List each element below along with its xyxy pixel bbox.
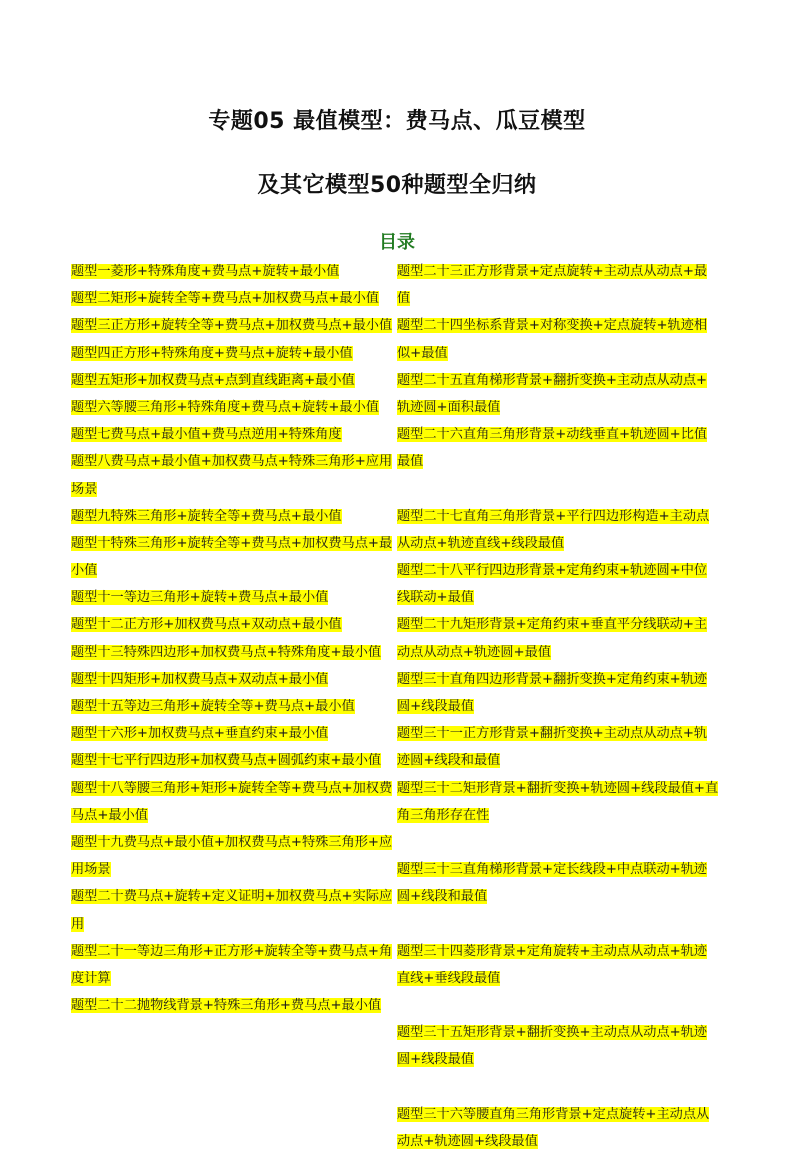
toc-line bbox=[397, 448, 722, 475]
toc-entry-text[interactable]: 题型二十七直角三角形背景+平行四边形构造+主动点 bbox=[397, 508, 710, 524]
toc-entry-text[interactable]: 题型九特殊三角形+旋转全等+费马点+最小值 bbox=[71, 508, 342, 524]
toc-right-column bbox=[397, 258, 722, 1155]
toc-entry-text[interactable]: 题型三十三直角梯形背景+定长线段+中点联动+轨迹 bbox=[397, 862, 708, 878]
toc-entry-text[interactable]: 题型二十九矩形背景+定角约束+垂直平分线联动+主 bbox=[397, 617, 708, 633]
toc-entry-text[interactable]: 直线+垂线段最值 bbox=[397, 970, 501, 986]
toc-entry-text[interactable]: 题型二十费马点+旋转+定义证明+加权费马点+实际应 bbox=[71, 889, 393, 905]
toc-entry-text[interactable]: 题型三正方形+旋转全等+费马点+加权费马点+最小值 bbox=[71, 318, 393, 334]
toc-line bbox=[397, 666, 722, 693]
page-title-line-2: 及其它模型50种题型全归纳 bbox=[257, 173, 537, 198]
toc-entry-text[interactable]: 题型三十直角四边形背景+翻折变换+定角约束+轨迹 bbox=[397, 671, 708, 687]
toc-line bbox=[71, 557, 393, 584]
toc-entry-text[interactable]: 动点从动点+轨迹圆+最值 bbox=[397, 644, 551, 660]
toc-entry-text[interactable]: 题型二十一等边三角形+正方形+旋转全等+费马点+角 bbox=[71, 943, 393, 959]
toc-entry-text[interactable]: 题型二十四坐标系背景+对称变换+定点旋转+轨迹相 bbox=[397, 318, 708, 334]
toc-entry-text[interactable]: 题型五矩形+加权费马点+点到直线距离+最小值 bbox=[71, 372, 355, 388]
toc-entry-text[interactable]: 题型三十六等腰直角三角形背景+定点旋转+主动点从 bbox=[397, 1106, 710, 1122]
toc-entry-text[interactable]: 似+最值 bbox=[397, 345, 448, 361]
toc-entry-text[interactable]: 小值 bbox=[71, 563, 98, 579]
page-title-line-1: 专题05 最值模型：费马点、瓜豆模型 bbox=[208, 109, 586, 134]
toc-line bbox=[71, 666, 393, 693]
toc-entry-text[interactable]: 题型十七平行四边形+加权费马点+圆弧约束+最小值 bbox=[71, 753, 382, 769]
toc-entry-text[interactable]: 轨迹圆+面积最值 bbox=[397, 399, 501, 415]
toc-line bbox=[71, 829, 393, 856]
toc-line bbox=[397, 285, 722, 312]
toc-entry-text[interactable]: 从动点+轨迹直线+线段最值 bbox=[397, 535, 565, 551]
toc-line bbox=[397, 829, 722, 856]
toc-line bbox=[71, 312, 393, 339]
toc-line bbox=[71, 258, 393, 285]
toc-entry-text[interactable]: 题型二十三正方形背景+定点旋转+主动点从动点+最 bbox=[397, 264, 708, 279]
toc-line bbox=[71, 693, 393, 720]
toc-entry-text[interactable]: 题型十三特殊四边形+加权费马点+特殊角度+最小值 bbox=[71, 644, 382, 660]
toc-entry-text[interactable]: 马点+最小值 bbox=[71, 807, 148, 823]
toc-line bbox=[397, 258, 722, 285]
toc-entry-text[interactable]: 题型七费马点+最小值+费马点逆用+特殊角度 bbox=[71, 427, 342, 443]
toc-line bbox=[71, 476, 393, 503]
toc-entry-text[interactable]: 题型二矩形+旋转全等+费马点+加权费马点+最小值 bbox=[71, 291, 379, 307]
toc-line bbox=[71, 285, 393, 312]
toc-line bbox=[71, 639, 393, 666]
toc-left-column bbox=[71, 258, 393, 1019]
toc-line bbox=[71, 584, 393, 611]
toc-entry-text[interactable]: 题型十一等边三角形+旋转+费马点+最小值 bbox=[71, 590, 329, 606]
toc-line bbox=[71, 720, 393, 747]
toc-line bbox=[397, 421, 722, 448]
toc-line bbox=[71, 911, 393, 938]
toc-line bbox=[397, 584, 722, 611]
toc-line bbox=[71, 992, 393, 1019]
toc-entry-text[interactable]: 题型二十八平行四边形背景+定角约束+轨迹圆+中位 bbox=[397, 563, 708, 579]
toc-line bbox=[397, 1046, 722, 1073]
toc-line bbox=[397, 611, 722, 638]
toc-heading: 目录 bbox=[379, 232, 415, 253]
toc-line bbox=[397, 883, 722, 910]
toc-line bbox=[397, 747, 722, 774]
toc-entry-text[interactable]: 线联动+最值 bbox=[397, 590, 474, 606]
toc-entry-text[interactable]: 题型十八等腰三角形+矩形+旋转全等+费马点+加权费 bbox=[71, 780, 393, 796]
toc-entry-text[interactable]: 题型三十一正方形背景+翻折变换+主动点从动点+轨 bbox=[397, 726, 708, 742]
toc-line bbox=[397, 992, 722, 1019]
toc-line bbox=[71, 530, 393, 557]
toc-entry-text[interactable]: 角三角形存在性 bbox=[397, 807, 490, 823]
toc-line bbox=[397, 775, 722, 802]
toc-line bbox=[397, 367, 722, 394]
toc-entry-text[interactable]: 题型十六形+加权费马点+垂直约束+最小值 bbox=[71, 726, 329, 742]
toc-line bbox=[397, 965, 722, 992]
toc-entry-text[interactable]: 最值 bbox=[397, 454, 424, 470]
toc-entry-text[interactable]: 题型一菱形+特殊角度+费马点+旋转+最小值 bbox=[71, 264, 340, 279]
toc-entry-text[interactable]: 用场景 bbox=[71, 862, 111, 878]
toc-entry-text[interactable]: 题型二十五直角梯形背景+翻折变换+主动点从动点+ bbox=[397, 372, 708, 388]
toc-entry-text[interactable]: 值 bbox=[397, 291, 411, 307]
toc-entry-text[interactable]: 题型四正方形+特殊角度+费马点+旋转+最小值 bbox=[71, 345, 353, 361]
toc-line bbox=[397, 938, 722, 965]
toc-entry-text[interactable]: 题型三十五矩形背景+翻折变换+主动点从动点+轨迹 bbox=[397, 1025, 708, 1041]
toc-entry-text[interactable]: 题型十四矩形+加权费马点+双动点+最小值 bbox=[71, 671, 329, 687]
toc-line bbox=[397, 639, 722, 666]
toc-line bbox=[397, 394, 722, 421]
toc-entry-text[interactable]: 题型三十四菱形背景+定角旋转+主动点从动点+轨迹 bbox=[397, 943, 708, 959]
toc-line bbox=[397, 503, 722, 530]
toc-entry-text[interactable]: 圆+线段和最值 bbox=[397, 889, 488, 905]
toc-line bbox=[397, 312, 722, 339]
toc-entry-text[interactable]: 题型六等腰三角形+特殊角度+费马点+旋转+最小值 bbox=[71, 399, 379, 415]
toc-entry-text[interactable]: 题型八费马点+最小值+加权费马点+特殊三角形+应用 bbox=[71, 454, 393, 470]
toc-entry-text[interactable]: 用 bbox=[71, 916, 85, 932]
toc-line bbox=[397, 911, 722, 938]
toc-line bbox=[71, 340, 393, 367]
toc-line bbox=[71, 883, 393, 910]
toc-entry-text[interactable]: 度计算 bbox=[71, 970, 111, 986]
toc-line bbox=[397, 693, 722, 720]
toc-line bbox=[71, 367, 393, 394]
toc-line bbox=[397, 1074, 722, 1101]
toc-line bbox=[71, 856, 393, 883]
toc-line bbox=[397, 856, 722, 883]
toc-line bbox=[397, 557, 722, 584]
toc-line bbox=[397, 720, 722, 747]
toc-entry-text[interactable]: 圆+线段最值 bbox=[397, 699, 474, 714]
toc-line bbox=[397, 476, 722, 503]
toc-entry-text[interactable]: 题型十九费马点+最小值+加权费马点+特殊三角形+应 bbox=[71, 834, 393, 850]
toc-line bbox=[71, 775, 393, 802]
toc-entry-text[interactable]: 题型十二正方形+加权费马点+双动点+最小值 bbox=[71, 617, 342, 633]
toc-entry-text[interactable]: 题型十特殊三角形+旋转全等+费马点+加权费马点+最 bbox=[71, 535, 393, 551]
toc-entry-text[interactable]: 迹圆+线段和最值 bbox=[397, 753, 501, 769]
toc-line bbox=[397, 1101, 722, 1128]
toc-line bbox=[71, 611, 393, 638]
toc-line bbox=[397, 1128, 722, 1155]
toc-line bbox=[397, 340, 722, 367]
toc-line bbox=[71, 448, 393, 475]
toc-line bbox=[71, 965, 393, 992]
toc-line bbox=[71, 503, 393, 530]
toc-line bbox=[71, 747, 393, 774]
toc-line bbox=[397, 1019, 722, 1046]
toc-entry-text[interactable]: 圆+线段最值 bbox=[397, 1052, 474, 1068]
toc-line bbox=[71, 421, 393, 448]
toc-entry-text[interactable]: 题型十五等边三角形+旋转全等+费马点+最小值 bbox=[71, 699, 355, 714]
toc-entry-text[interactable]: 题型二十六直角三角形背景+动线垂直+轨迹圆+比值 bbox=[397, 427, 708, 443]
toc-entry-text[interactable]: 动点+轨迹圆+线段最值 bbox=[397, 1134, 538, 1149]
toc-line bbox=[71, 802, 393, 829]
toc-line bbox=[397, 530, 722, 557]
toc-entry-text[interactable]: 场景 bbox=[71, 481, 98, 497]
toc-line bbox=[71, 394, 393, 421]
toc-line bbox=[397, 802, 722, 829]
toc-line bbox=[71, 938, 393, 965]
toc-entry-text[interactable]: 题型二十二抛物线背景+特殊三角形+费马点+最小值 bbox=[71, 998, 382, 1014]
toc-entry-text[interactable]: 题型三十二矩形背景+翻折变换+轨迹圆+线段最值+直 bbox=[397, 780, 719, 796]
